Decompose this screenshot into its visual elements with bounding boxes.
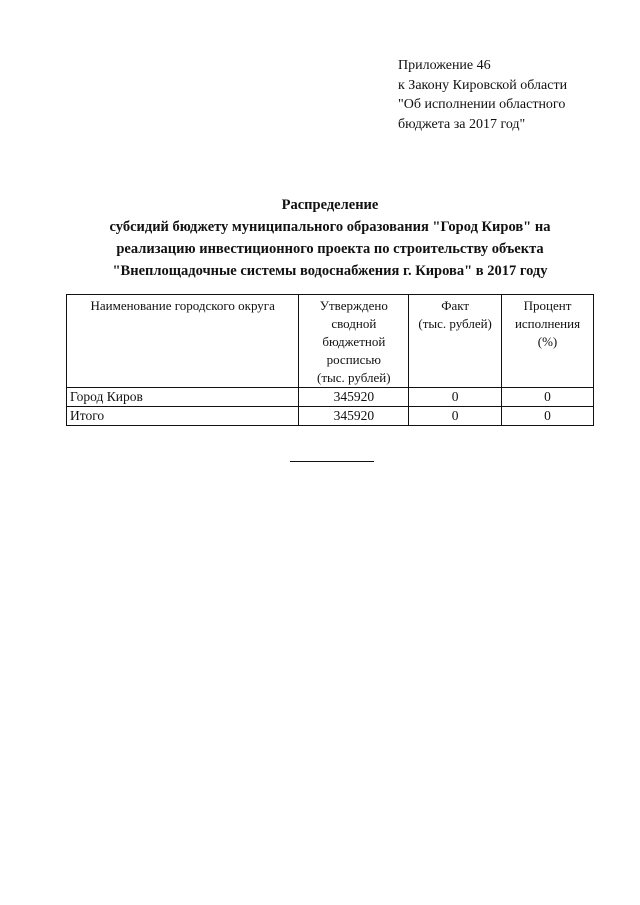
appendix-line-2: к Закону Кировской области xyxy=(398,77,568,93)
cell-fact: 0 xyxy=(409,388,502,407)
appendix-line-3: "Об исполнении областного xyxy=(398,97,566,112)
cell-total-approved: 345920 xyxy=(299,407,409,426)
cell-total-fact: 0 xyxy=(409,407,502,426)
title-line-2: субсидий бюджету муниципального образования "Город Киров" на xyxy=(109,219,551,235)
cell-approved: 345920 xyxy=(299,388,409,407)
title-line-3: реализацию инвестиционного проекта по строительству объекта xyxy=(116,241,544,257)
document-title xyxy=(60,194,600,282)
header-approved: Утверждено сводной бюджетной росписью (тыс. рублей) xyxy=(299,295,409,388)
cell-total-percent: 0 xyxy=(502,407,594,426)
subsidy-table xyxy=(66,294,594,426)
table-header-row xyxy=(67,295,594,388)
end-divider-line xyxy=(290,461,374,462)
table-row-total xyxy=(67,407,594,426)
cell-district-name: Город Киров xyxy=(67,388,299,407)
appendix-line-1: Приложение 46 xyxy=(398,58,491,73)
header-percent: Процент исполнения (%) xyxy=(502,295,594,388)
title-line-1: Распределение xyxy=(281,197,379,213)
cell-percent: 0 xyxy=(502,388,594,407)
appendix-note xyxy=(398,56,628,134)
header-fact: Факт (тыс. рублей) xyxy=(409,295,502,388)
title-line-4: "Внеплощадочные системы водоснабжения г. Кирова" в 2017 году xyxy=(112,263,548,279)
cell-total-label: Итого xyxy=(67,407,299,426)
table-row xyxy=(67,388,594,407)
appendix-line-4: бюджета за 2017 год" xyxy=(398,116,526,132)
header-district-name: Наименование городского округа xyxy=(67,295,299,388)
